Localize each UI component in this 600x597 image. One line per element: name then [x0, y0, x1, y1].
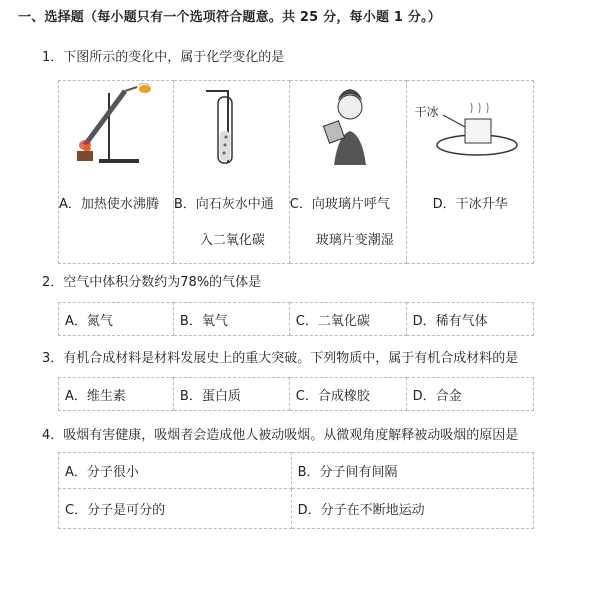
heating-water-illustration — [65, 83, 165, 165]
option-1d-label: D．干冰升华 — [432, 197, 508, 212]
option-1b-label-line2: 入二氧化碳 — [199, 233, 265, 248]
option-2b[interactable]: B．氧气 — [173, 303, 289, 336]
option-1a-label: A．加热使水沸腾 — [59, 197, 159, 212]
option-1a[interactable] — [59, 81, 174, 264]
option-1c-label-line2: 玻璃片变潮湿 — [315, 233, 394, 248]
question-2-stem: 2．空气中体积分数约为78%的气体是 — [42, 275, 262, 290]
option-3b[interactable]: B．蛋白质 — [173, 378, 289, 411]
question-4-options — [58, 452, 534, 529]
option-2a[interactable]: A．氮气 — [59, 303, 174, 336]
option-4c[interactable]: C．分子是可分的 — [59, 489, 292, 529]
option-3a[interactable]: A．维生素 — [59, 378, 174, 411]
option-4b[interactable]: B．分子间有间隔 — [291, 453, 533, 489]
option-3d[interactable]: D．合金 — [406, 378, 533, 411]
girl-breathing-illustration — [316, 87, 376, 167]
question-1-options — [58, 80, 534, 264]
option-1d[interactable] — [406, 81, 533, 264]
option-2d[interactable]: D．稀有气体 — [406, 303, 533, 336]
option-1c[interactable] — [289, 81, 406, 264]
question-3-stem: 3．有机合成材料是材料发展史上的重大突破。下列物质中，属于有机合成材料的是 — [42, 351, 519, 366]
option-4a[interactable]: A．分子很小 — [59, 453, 292, 489]
section-title: 一、选择题（每小题只有一个选项符合题意。共 25 分，每小题 1 分。） — [18, 10, 441, 25]
test-tube-illustration — [198, 87, 248, 167]
option-3c[interactable]: C．合成橡胶 — [289, 378, 406, 411]
dry-ice-label: 干冰 — [414, 105, 439, 119]
question-4-stem: 4．吸烟有害健康，吸烟者会造成他人被动吸烟。从微观角度解释被动吸烟的原因是 — [42, 428, 519, 443]
option-1b[interactable] — [173, 81, 289, 264]
option-1b-label-line1: B．向石灰水中通 — [173, 197, 274, 212]
option-1c-label-line1: C．向玻璃片呼气 — [289, 197, 390, 212]
question-1-stem: 1．下图所示的变化中，属于化学变化的是 — [42, 50, 285, 65]
question-2-options — [58, 302, 534, 336]
question-3-options — [58, 377, 534, 411]
option-2c[interactable]: C．二氧化碳 — [289, 303, 406, 336]
option-4d[interactable]: D．分子在不断地运动 — [291, 489, 533, 529]
